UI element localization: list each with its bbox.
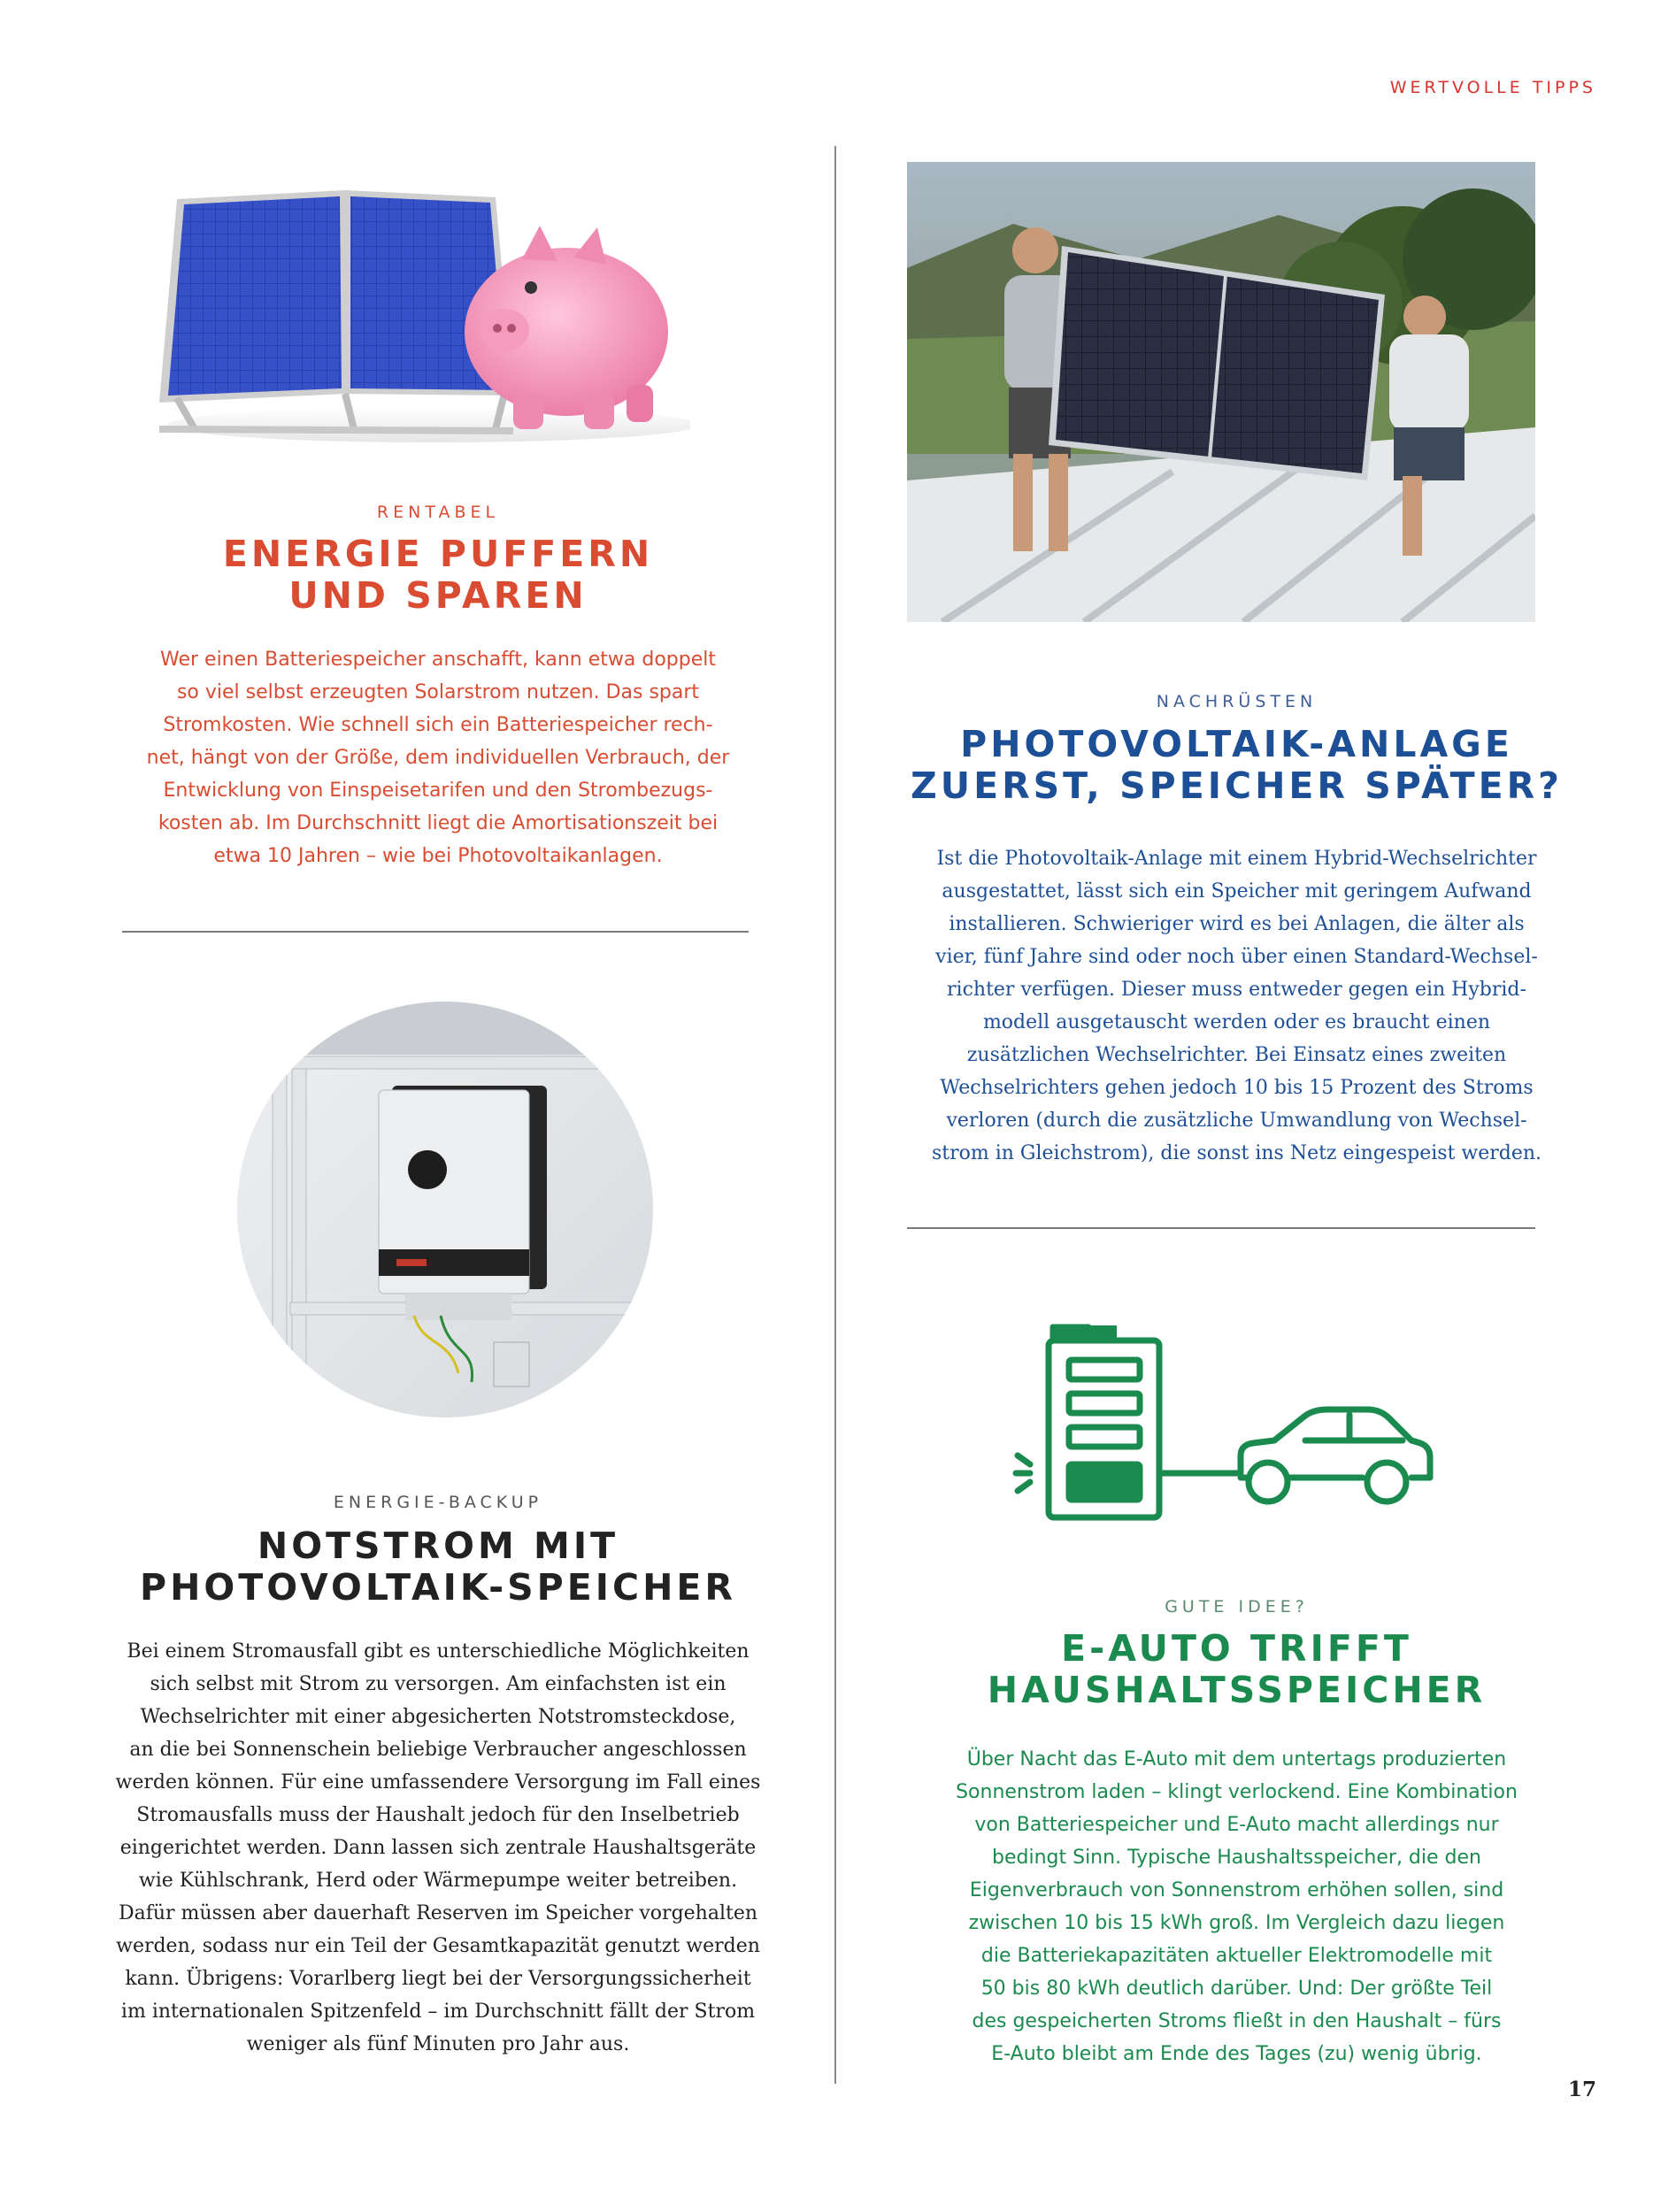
article-body: Über Nacht das E-Auto mit dem untertags produzierten Sonnenstrom laden – klingt verlockend. Eine Kombination von Batteriespeicher und E-Auto macht allerdings nur bedingt Sinn. Typische Haushaltsspeicher, die den Eigenverbrauch von Sonnenstrom erhöhen sollen, sind zwischen 10 bis 15 kWh groß. Im Vergleich dazu liegen die Batteriekapazitäten aktueller Elektromodelle mit 50 bis 80 kWh deutlich darüber. Und: Der größte Teil des gespeicherten Stroms fließt in den Haushalt – fürs E-Auto bleibt am Ende des Tages (zu) wenig übrig. (956, 1748, 1518, 2065)
section-label: WERTVOLLE TIPPS (1389, 78, 1596, 97)
column-divider (834, 146, 836, 2084)
article-body: Wer einen Batteriespeicher anschafft, kann etwa doppelt so viel selbst erzeugten Solarstrom nutzen. Das spart Stromkosten. Wie schnell sich ein Batteriespeicher rech- net, hängt von der Größe, dem individuellen Verbrauch, der Entwicklung von Einspeisetarifen und den Strombezugs- kosten ab. Im Durchschnitt liegt die Amortisationszeit bei etwa 10 Jahren – wie bei Photovoltaikanlagen. (146, 649, 730, 867)
article-kicker: RENTABEL (376, 503, 500, 522)
section-divider (122, 931, 749, 933)
solar-piggy-illustration (142, 173, 690, 447)
installers-photo (907, 162, 1535, 622)
article-title: ENERGIE PUFFERN UND SPAREN (222, 533, 654, 617)
article-kicker: ENERGIE-BACKUP (333, 1493, 543, 1512)
inverter-photo (237, 1002, 653, 1417)
article-kicker: GUTE IDEE? (1165, 1597, 1309, 1617)
article-title: NOTSTROM MIT PHOTOVOLTAIK-SPEICHER (140, 1525, 736, 1609)
section-divider (907, 1227, 1535, 1229)
page-number: 17 (1567, 2078, 1596, 2101)
article-title: E-AUTO TRIFFT HAUSHALTSSPEICHER (987, 1627, 1487, 1711)
article-body: Ist die Photovoltaik-Anlage mit einem Hybrid-Wechselrichter ausgestattet, lässt sich ein Speicher mit geringem Aufwand installieren. Schwieriger wird es bei Anlagen, die älter als vier, fünf Jahre sind oder noch über einen Standard-Wechsel- richter verfügen. Dieser muss entweder gegen ein Hybrid- modell ausgetauscht werden oder es braucht einen zusätzlichen Wechselrichter. Bei Einsatz eines zweiten Wechselrichters gehen jedoch 10 bis 15 Prozent des Stroms verloren (durch die zusätzliche Umwandlung von Wechsel- strom in Gleichstrom), die sonst ins Netz eingespeist werden. (931, 848, 1542, 1164)
article-kicker: NACHRÜSTEN (1156, 692, 1318, 711)
battery-car-icon (1009, 1323, 1434, 1531)
article-title: PHOTOVOLTAIK-ANLAGE ZUERST, SPEICHER SPÄTER? (911, 723, 1563, 807)
article-body: Bei einem Stromausfall gibt es unterschiedliche Möglichkeiten sich selbst mit Strom zu versorgen. Am einfachsten ist ein Wechselrichter mit einer abgesicherten Notstromsteckdose, an die bei Sonnenschein beliebige Verbraucher angeschlossen werden können. Für eine umfassendere Versorgung im Fall eines Stromausfalls muss der Haushalt jedoch für den Inselbetrieb eingerichtet werden. Dann lassen sich zentrale Haushaltsgeräte wie Kühlschrank, Herd oder Wärmepumpe weiter betreiben. Dafür müssen aber dauerhaft Reserven im Speicher vorgehalten werden, sodass nur ein Teil der Gesamtkapazität genutzt werden kann. Übrigens: Vorarlberg liegt bei der Versorgungssicherheit im internationalen Spitzenfeld – im Durchschnitt fällt der Strom weniger als fünf Minuten pro Jahr aus. (115, 1640, 761, 2055)
